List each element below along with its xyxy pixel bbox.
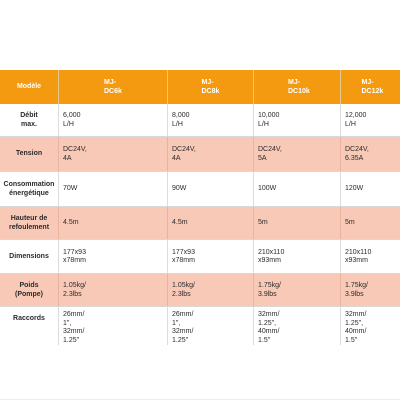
table-cell (167, 207, 253, 239)
table-cell (253, 104, 340, 136)
model-name: MJ- DC8k (201, 79, 220, 95)
table-row-flow (0, 104, 400, 136)
row-label (0, 104, 58, 136)
header-cell-dc8k (167, 70, 253, 104)
table-cell (58, 274, 167, 306)
row-label-text: Consommation énergétique (3, 181, 55, 197)
table-row-power (0, 171, 400, 206)
cell-value: 1.05kg/ 2.3lbs (172, 282, 195, 298)
header-cell-dc10k (253, 70, 340, 104)
table-cell (167, 104, 253, 136)
table-cell (340, 240, 400, 273)
table-cell (58, 207, 167, 239)
cell-value: 32mm/ 1.25", 40mm/ 1.5" (258, 311, 280, 344)
cell-value: 12,000 L/H (345, 112, 367, 128)
cell-value: 26mm/ 1", 32mm/ 1.25" (172, 311, 194, 344)
cell-value: 1.75kg/ 3.9lbs (345, 282, 368, 298)
spec-table (0, 70, 400, 361)
row-label-text: Poids (Pompe) (15, 282, 43, 298)
table-row-fittings (0, 306, 400, 361)
row-label (0, 172, 58, 206)
cell-value: 177x93 x78mm (172, 248, 195, 264)
table-row-voltage (0, 136, 400, 171)
table-cell (58, 307, 167, 345)
table-cell (253, 274, 340, 306)
table-cell (340, 274, 400, 306)
cell-value: 210x110 x93mm (258, 248, 285, 264)
table-cell (58, 104, 167, 136)
cell-value: 120W (345, 185, 364, 193)
table-cell (167, 274, 253, 306)
cell-value: 4.5m (172, 219, 188, 227)
cell-value: 1.05kg/ 2.3lbs (63, 282, 86, 298)
row-label-text: Raccords (13, 315, 45, 322)
table-cell (340, 172, 400, 206)
table-row-weight (0, 273, 400, 306)
table-cell (167, 240, 253, 273)
table-cell (167, 307, 253, 345)
cell-value: 100W (258, 185, 277, 193)
table-cell (58, 137, 167, 171)
table-cell (340, 207, 400, 239)
row-label-text: Dimensions (9, 252, 49, 260)
header-cell-dc6k (58, 70, 167, 104)
header-cell-model (0, 70, 58, 104)
row-label (0, 307, 58, 324)
row-label (0, 274, 58, 306)
row-label-text: Hauteur de refoulement (8, 215, 50, 231)
table-cell (167, 137, 253, 171)
cell-value: 6,000 L/H (63, 112, 81, 128)
header-label: Modèle (16, 83, 42, 91)
table-cell (340, 307, 400, 345)
cell-value: 26mm/ 1", 32mm/ 1.25" (63, 311, 85, 344)
cell-value: 4.5m (63, 219, 79, 227)
row-label (0, 240, 58, 273)
row-label (0, 137, 58, 171)
cell-value: 5m (258, 219, 268, 227)
cell-value: 5m (345, 219, 355, 227)
table-cell (253, 207, 340, 239)
cell-value: DC24V, 6.35A (345, 146, 369, 162)
cell-value: 8,000 L/H (172, 112, 190, 128)
cell-value: DC24V, 4A (63, 146, 87, 162)
table-cell (253, 172, 340, 206)
cell-value: DC24V, 5A (258, 146, 282, 162)
table-cell (340, 104, 400, 136)
table-cell (253, 137, 340, 171)
cell-value: 32mm/ 1.25", 40mm/ 1.5" (345, 311, 367, 344)
table-cell (340, 137, 400, 171)
row-label (0, 207, 58, 239)
row-label-text: Débit max. (20, 112, 38, 128)
cell-value: 1.75kg/ 3.9lbs (258, 282, 281, 298)
table-row-dimensions (0, 239, 400, 273)
table-header-row (0, 70, 400, 104)
table-cell (58, 240, 167, 273)
table-cell (58, 172, 167, 206)
model-name: MJ- DC12k (361, 79, 384, 95)
cell-value: 70W (63, 185, 78, 193)
table-cell (167, 172, 253, 206)
cell-value: 10,000 L/H (258, 112, 280, 128)
header-cell-dc12k (340, 70, 400, 104)
cell-value: 90W (172, 185, 187, 193)
row-label-text: Tension (15, 150, 43, 158)
cell-value: 177x93 x78mm (63, 248, 86, 264)
table-cell (253, 307, 340, 345)
cell-value: 210x110 x93mm (345, 248, 372, 264)
model-name: MJ- DC6k (104, 79, 122, 95)
table-cell (253, 240, 340, 273)
model-name: MJ- DC10k (288, 79, 310, 95)
cell-value: DC24V, 4A (172, 146, 196, 162)
table-row-head (0, 206, 400, 239)
